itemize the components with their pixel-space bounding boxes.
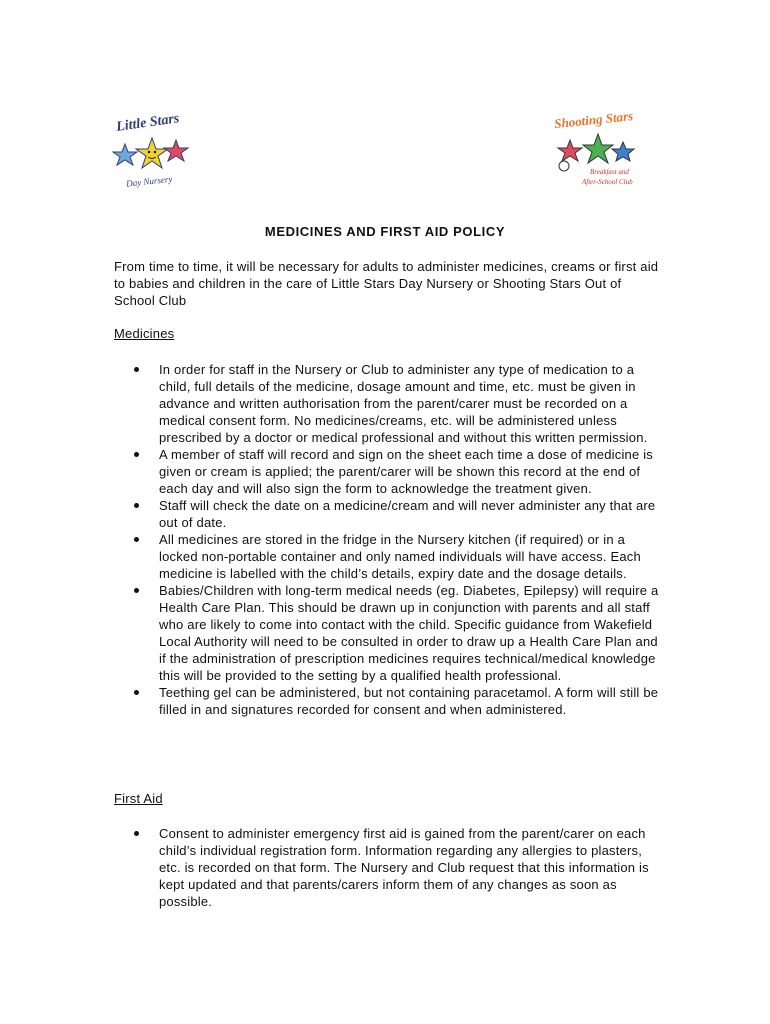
medicines-list bbox=[114, 361, 664, 718]
bullet-icon bbox=[134, 367, 139, 372]
svg-text:Shooting Stars: Shooting Stars bbox=[553, 108, 634, 132]
shooting-stars-logo bbox=[550, 104, 644, 190]
medicines-heading: Medicines bbox=[114, 326, 175, 341]
bullet-icon bbox=[134, 588, 139, 593]
bullet-icon bbox=[134, 503, 139, 508]
list-item: Babies/Children with long-term medical needs (eg. Diabetes, Epilepsy) will require a Health Care Plan. This should be drawn up in conjunction with parents and all staff who are likely to come into contact with the child. Specific guidance from Wakefield Local Authority will need to be consulted in order to draw up a Health Care Plan and if the administration of prescription medicines requires technical/medical knowledge this will be provided to the setting by a qualified health professional. bbox=[114, 582, 664, 684]
bullet-icon bbox=[134, 537, 139, 542]
little-stars-logo bbox=[112, 108, 194, 190]
svg-text:After-School Club: After-School Club bbox=[582, 178, 633, 186]
first-aid-list bbox=[114, 825, 664, 910]
list-item: Staff will check the date on a medicine/cream and will never administer any that are out of date. bbox=[114, 497, 664, 531]
intro-paragraph: From time to time, it will be necessary for adults to administer medicines, creams or first aid to babies and children in the care of Little Stars Day Nursery or Shooting Stars Out of School Club bbox=[114, 259, 659, 308]
bullet-icon bbox=[134, 690, 139, 695]
svg-text:Day Nursery: Day Nursery bbox=[125, 173, 173, 189]
svg-text:Little Stars: Little Stars bbox=[115, 111, 181, 135]
list-item: A member of staff will record and sign on the sheet each time a dose of medicine is given or cream is applied; the parent/carer will be shown this record at the end of each day and will also sign the form to acknowledge the treatment given. bbox=[114, 446, 664, 497]
bullet-icon bbox=[134, 831, 139, 836]
list-item: Consent to administer emergency first aid is gained from the parent/carer on each child’s individual registration form. Information regarding any allergies to plasters, etc. is recorded on that form. The Nursery and Club request that this information is kept updated and that parents/carers inform them of any changes as soon as possible. bbox=[114, 825, 664, 910]
list-item: All medicines are stored in the fridge in the Nursery kitchen (if required) or in a locked non-portable container and only named individuals will have access. Each medicine is labelled with the child’s details, expiry date and the dosage details. bbox=[114, 531, 664, 582]
bullet-icon bbox=[134, 452, 139, 457]
list-item: In order for staff in the Nursery or Club to administer any type of medication to a child, full details of the medicine, dosage amount and time, etc. must be given in advance and written authorisation from the parent/carer must be recorded on a medical consent form. No medicines/creams, etc. will be administered unless prescribed by a doctor or medical professional and without this written permission. bbox=[114, 361, 664, 446]
first-aid-heading: First Aid bbox=[114, 791, 163, 806]
document-title: MEDICINES AND FIRST AID POLICY bbox=[264, 224, 506, 239]
list-item: Teething gel can be administered, but not containing paracetamol. A form will still be filled in and signatures recorded for consent and when administered. bbox=[114, 684, 664, 718]
svg-text:Breakfast and: Breakfast and bbox=[590, 168, 629, 176]
